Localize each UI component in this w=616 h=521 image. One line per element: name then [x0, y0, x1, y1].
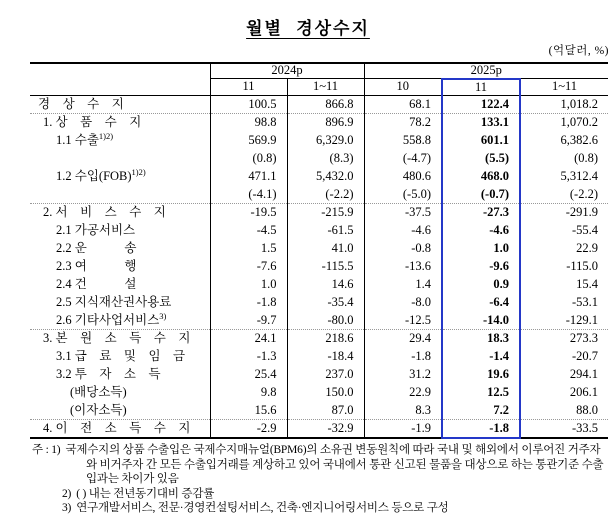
value-cell: 896.9 [287, 114, 364, 132]
footnote-3-marker: 3) [62, 502, 72, 515]
table-row [30, 384, 608, 402]
highlighted-value-cell: 133.1 [442, 114, 520, 132]
highlighted-value-cell: 7.2 [442, 402, 520, 420]
row-label: 2.3 여 행 [56, 258, 137, 273]
col-header-2025-10: 10 [364, 79, 442, 96]
highlighted-value-cell: -4.6 [442, 222, 520, 240]
footnote-1 [32, 443, 610, 487]
row-label: (배당소득) [70, 384, 127, 399]
value-cell: 68.1 [364, 96, 442, 114]
value-cell: 8.3 [364, 402, 442, 420]
year-group-2024: 2024p [210, 63, 364, 79]
value-cell: 15.4 [576, 276, 599, 291]
value-cell: 1,018.2 [560, 96, 599, 111]
value-cell: -61.5 [287, 222, 364, 240]
highlighted-value-cell: 19.6 [442, 366, 520, 384]
footnote-2-marker: 2) [62, 487, 72, 500]
value-cell: 22.9 [576, 240, 599, 255]
value-cell: 5,432.0 [287, 168, 364, 186]
value-cell: 237.0 [287, 366, 364, 384]
footnote-3-text: 연구개발서비스, 전문·경영컨설팅서비스, 건축·엔지니어링서비스 등으로 구성 [76, 502, 449, 515]
highlighted-value-cell: 1.0 [442, 240, 520, 258]
value-cell: -37.5 [364, 204, 442, 222]
row-label [30, 150, 210, 168]
table-row [30, 330, 608, 348]
value-cell: (-2.2) [287, 186, 364, 204]
row-label: 2. 서 비 스 수 지 [30, 204, 210, 222]
row-label: 2.2 운 송 [56, 240, 137, 255]
highlighted-value-cell: -9.6 [442, 258, 520, 276]
value-cell: 218.6 [287, 330, 364, 348]
value-cell: 294.1 [569, 366, 599, 381]
footnote-2-text: ( ) 내는 전년동기대비 증감률 [76, 487, 215, 500]
current-account-table [30, 62, 608, 439]
col-header-2025-11-highlighted: 11 [442, 79, 520, 96]
row-label: 3.1 급 료 및 임 금 [56, 348, 186, 363]
table-row [30, 258, 608, 276]
value-cell: -13.6 [364, 258, 442, 276]
value-cell: (8.3) [287, 150, 364, 168]
highlighted-value-cell: (-0.7) [442, 186, 520, 204]
value-cell: -4.6 [364, 222, 442, 240]
year-group-row [30, 63, 608, 79]
highlighted-value-cell: 468.0 [442, 168, 520, 186]
row-label: 2.1 가공서비스 [56, 222, 136, 237]
table-row [30, 96, 608, 114]
value-cell: 15.6 [210, 402, 287, 420]
table-body [30, 96, 608, 438]
value-cell: 273.3 [520, 330, 608, 348]
value-cell: 6,329.0 [287, 132, 364, 150]
value-cell: 866.8 [287, 96, 364, 114]
corner-cell [30, 63, 210, 96]
row-label: 4. 이 전 소 득 수 지 [30, 420, 210, 438]
value-cell: 98.8 [210, 114, 287, 132]
row-label: 1.2 수입(FOB)$^{1)2)}$ [56, 166, 146, 183]
footnote-1-text: 국제수지의 상품 수출입은 국제수지매뉴얼(BPM6)의 소유권 변동원칙에 따라 국내 및 해외에서 이루어진 거주자와 비거주자 간 모든 수출입거래를 계상하고 있어 국내에서 통관 신고된 물품을 대상으로 하는 통관기준 수출입과는 차이가 있음 [65, 444, 604, 486]
value-cell: -115.0 [566, 258, 599, 273]
table-row [30, 114, 608, 132]
unit-label: (억달러, %) [548, 45, 609, 57]
table-row [30, 402, 608, 420]
footnote-2 [32, 487, 610, 502]
highlighted-value-cell: 0.9 [442, 276, 520, 294]
value-cell: 206.1 [569, 384, 599, 399]
col-header-2024-11: 11 [210, 79, 287, 96]
value-cell: -18.4 [287, 348, 364, 366]
table-row [30, 240, 608, 258]
table-row [30, 348, 608, 366]
value-cell: 29.4 [364, 330, 442, 348]
value-cell: 558.8 [364, 132, 442, 150]
value-cell: -33.5 [520, 420, 608, 438]
row-label: 1. 상 품 수 지 [30, 114, 210, 132]
table-row [30, 150, 608, 168]
value-cell: -55.4 [571, 222, 599, 237]
table-row [30, 204, 608, 222]
value-cell: 150.0 [287, 384, 364, 402]
table-row [30, 366, 608, 384]
value-cell: (0.8) [210, 150, 287, 168]
value-cell: -1.8 [210, 294, 287, 312]
value-cell: 471.1 [210, 168, 287, 186]
highlighted-value-cell: 601.1 [442, 132, 520, 150]
year-group-2025: 2025p [364, 63, 608, 79]
table-row [30, 222, 608, 240]
col-header-2025-1to11: 1~11 [520, 79, 608, 96]
highlighted-value-cell: 18.3 [442, 330, 520, 348]
value-cell: 24.1 [210, 330, 287, 348]
value-cell: -1.9 [364, 420, 442, 438]
value-cell: -53.1 [571, 294, 599, 309]
value-cell: 87.0 [287, 402, 364, 420]
value-cell: 78.2 [364, 114, 442, 132]
value-cell: 6,382.6 [560, 132, 599, 147]
value-cell: 569.9 [210, 132, 287, 150]
table-row [30, 132, 608, 150]
row-label: 3. 본 원 소 득 수 지 [30, 330, 210, 348]
value-cell: 480.6 [364, 168, 442, 186]
value-cell: -115.5 [287, 258, 364, 276]
value-cell: -2.9 [210, 420, 287, 438]
value-cell: 1.0 [210, 276, 287, 294]
value-cell: -1.8 [364, 348, 442, 366]
highlighted-value-cell: -14.0 [442, 312, 520, 330]
table-row [30, 294, 608, 312]
value-cell: -80.0 [287, 312, 364, 330]
row-label: 2.5 지식재산권사용료 [56, 294, 172, 309]
value-cell: -0.8 [364, 240, 442, 258]
value-cell: -32.9 [287, 420, 364, 438]
value-cell: 25.4 [210, 366, 287, 384]
value-cell: (-2.2) [569, 186, 599, 201]
value-cell: (0.8) [574, 150, 599, 165]
value-cell: -19.5 [210, 204, 287, 222]
table-row [30, 168, 608, 186]
value-cell: 31.2 [364, 366, 442, 384]
row-label: 3.2 투 자 소 득 [56, 366, 161, 381]
footnotes [32, 443, 610, 516]
row-label: 경 상 수 지 [38, 96, 124, 111]
value-cell: 1.5 [210, 240, 287, 258]
value-cell: -215.9 [287, 204, 364, 222]
value-cell: (-4.1) [210, 186, 287, 204]
table-row [30, 186, 608, 204]
highlighted-value-cell: -1.8 [442, 420, 520, 438]
value-cell: 22.9 [364, 384, 442, 402]
table-row [30, 312, 608, 330]
value-cell: -291.9 [520, 204, 608, 222]
value-cell: -20.7 [571, 348, 599, 363]
row-label: (이자소득) [70, 402, 127, 417]
value-cell: 14.6 [287, 276, 364, 294]
value-cell: -8.0 [364, 294, 442, 312]
highlighted-value-cell: -1.4 [442, 348, 520, 366]
value-cell: 1.4 [364, 276, 442, 294]
value-cell: 9.8 [210, 384, 287, 402]
value-cell: -1.3 [210, 348, 287, 366]
value-cell: 5,312.4 [560, 168, 599, 183]
highlighted-value-cell: 12.5 [442, 384, 520, 402]
value-cell: (-5.0) [364, 186, 442, 204]
value-cell: (-4.7) [364, 150, 442, 168]
highlighted-value-cell: -27.3 [442, 204, 520, 222]
highlighted-value-cell: 122.4 [442, 96, 520, 114]
value-cell: 1,070.2 [520, 114, 608, 132]
value-cell: -7.6 [210, 258, 287, 276]
value-cell: 100.5 [210, 96, 287, 114]
value-cell: -4.5 [210, 222, 287, 240]
highlighted-value-cell: (5.5) [442, 150, 520, 168]
row-label: 2.4 건 설 [56, 276, 137, 291]
row-label: 2.6 기타사업서비스$^{3)}$ [56, 310, 167, 327]
value-cell: 88.0 [576, 402, 599, 417]
highlighted-value-cell: -6.4 [442, 294, 520, 312]
page-title: 월별 경상수지 [246, 19, 370, 39]
value-cell: -12.5 [364, 312, 442, 330]
footnote-3 [32, 501, 610, 516]
value-cell: -129.1 [565, 312, 599, 327]
table-row [30, 420, 608, 438]
value-cell: 41.0 [287, 240, 364, 258]
value-cell: -35.4 [287, 294, 364, 312]
row-label [30, 186, 210, 204]
row-label: 1.1 수출$^{1)2)}$ [56, 130, 114, 147]
table-row [30, 276, 608, 294]
value-cell: -9.7 [210, 312, 287, 330]
col-header-2024-1to11: 1~11 [287, 79, 364, 96]
footnote-1-marker: 주 : 1) [32, 444, 61, 456]
table-header [30, 63, 608, 96]
